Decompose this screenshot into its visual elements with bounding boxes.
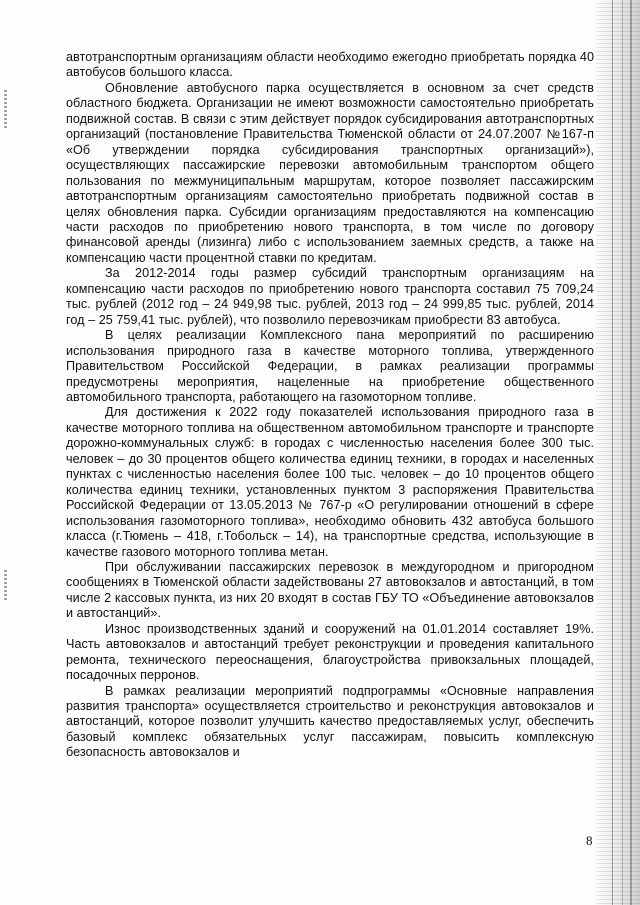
paragraph-8: В рамках реализации мероприятий подпрограммы «Основные направления развития транспорта» осуществляется строительство и реконструкция автовокзалов и автостанций, которое позволит улучшить качество предоставляемых услуг, обеспечить базовый комплекс обязательных услуг пассажирам, повысить комплексную безопасность автовокзалов и [66,683,594,760]
scan-mark-left-bottom [4,570,7,600]
page-number: 8 [586,833,593,848]
document-body [66,50,594,761]
paragraph-6: При обслуживании пассажирских перевозок в междугородном и пригородном сообщениях в Тюменской области задействованы 27 автовокзалов и автостанций, в том числе 2 кассовых пункта, из них 20 входят в состав ГБУ ТО «Объединение автовокзалов и автостанций». [66,559,594,621]
paragraph-5: Для достижения к 2022 году показателей использования природного газа в качестве моторного топлива на общественном автомобильном транспорте и транспорте дорожно-коммунальных служб: в городах с численностью населения более 300 тыс. человек – до 30 процентов общего количества единиц техники, в городах и населенных пунктах с численностью населения более 100 тыс. человек – до 10 процентов общего количества единиц техники, установленных пунктом 3 распоряжения Правительства Российской Федерации от 13.05.2013 № 767-р «О регулировании отношений в сфере использования газомоторного топлива», необходимо обновить 432 автобуса большого класса (г.Тюмень – 418, г.Тобольск – 14), на транспортные средства, использующие в качестве газового моторного топлива метан. [66,405,594,559]
paragraph-4: В целях реализации Комплексного пана мероприятий по расширению использования природного газа в качестве моторного топлива, утвержденного Правительством Российской Федерации, в рамках реализации программы предусмотрены мероприятия, нацеленные на приобретение общественного автомобильного транспорта, работающего на газомоторном топливе. [66,328,594,404]
paragraph-2: Обновление автобусного парка осуществляется в основном за счет средств областного бюджета. Организации не имеют возможности самостоятельно приобретать подвижной состав. В связи с этим действует порядок субсидирования автотранспортных организаций (постановление Правительства Тюменской области от 24.07.2007 №167-п «Об утверждении порядка субсидирования транспортных организаций»), осуществляющих пассажирские перевозки автомобильным транспортом общего пользования по межмуниципальным маршрутам, которое позволяет пассажирским автотранспортным организациям самостоятельно приобретать подвижной состав в целях обновления парка. Субсидии организациям предоставляются на компенсацию части расходов по приобретению нового транспорта, в том числе по договору финансовой аренды (лизинга) либо с использованием заемных средств, а также на компенсацию части процентной ставки по кредитам. [66,80,594,265]
paragraph-3: За 2012-2014 годы размер субсидий транспортным организациям на компенсацию части расходов по приобретению нового транспорта составил 75 709,24 тыс. рублей (2012 год – 24 949,98 тыс. рублей, 2013 год – 24 999,85 тыс. рублей, 2014 год – 25 759,41 тыс. рублей), что позволило перевозчикам приобрести 83 автобуса. [66,266,594,327]
scan-mark-left-top [4,90,7,130]
paragraph-7: Износ производственных зданий и сооружений на 01.01.2014 составляет 19%. Часть автовокзалов и автостанций требует реконструкции и проведения капитального ремонта, технического переоснащения, благоустройства привокзальных площадей, посадочных перронов. [66,621,594,683]
paragraph-1: автотранспортным организациям области необходимо ежегодно приобретать порядка 40 автобусов большого класса. [66,50,594,80]
scan-edge-right [596,0,640,905]
